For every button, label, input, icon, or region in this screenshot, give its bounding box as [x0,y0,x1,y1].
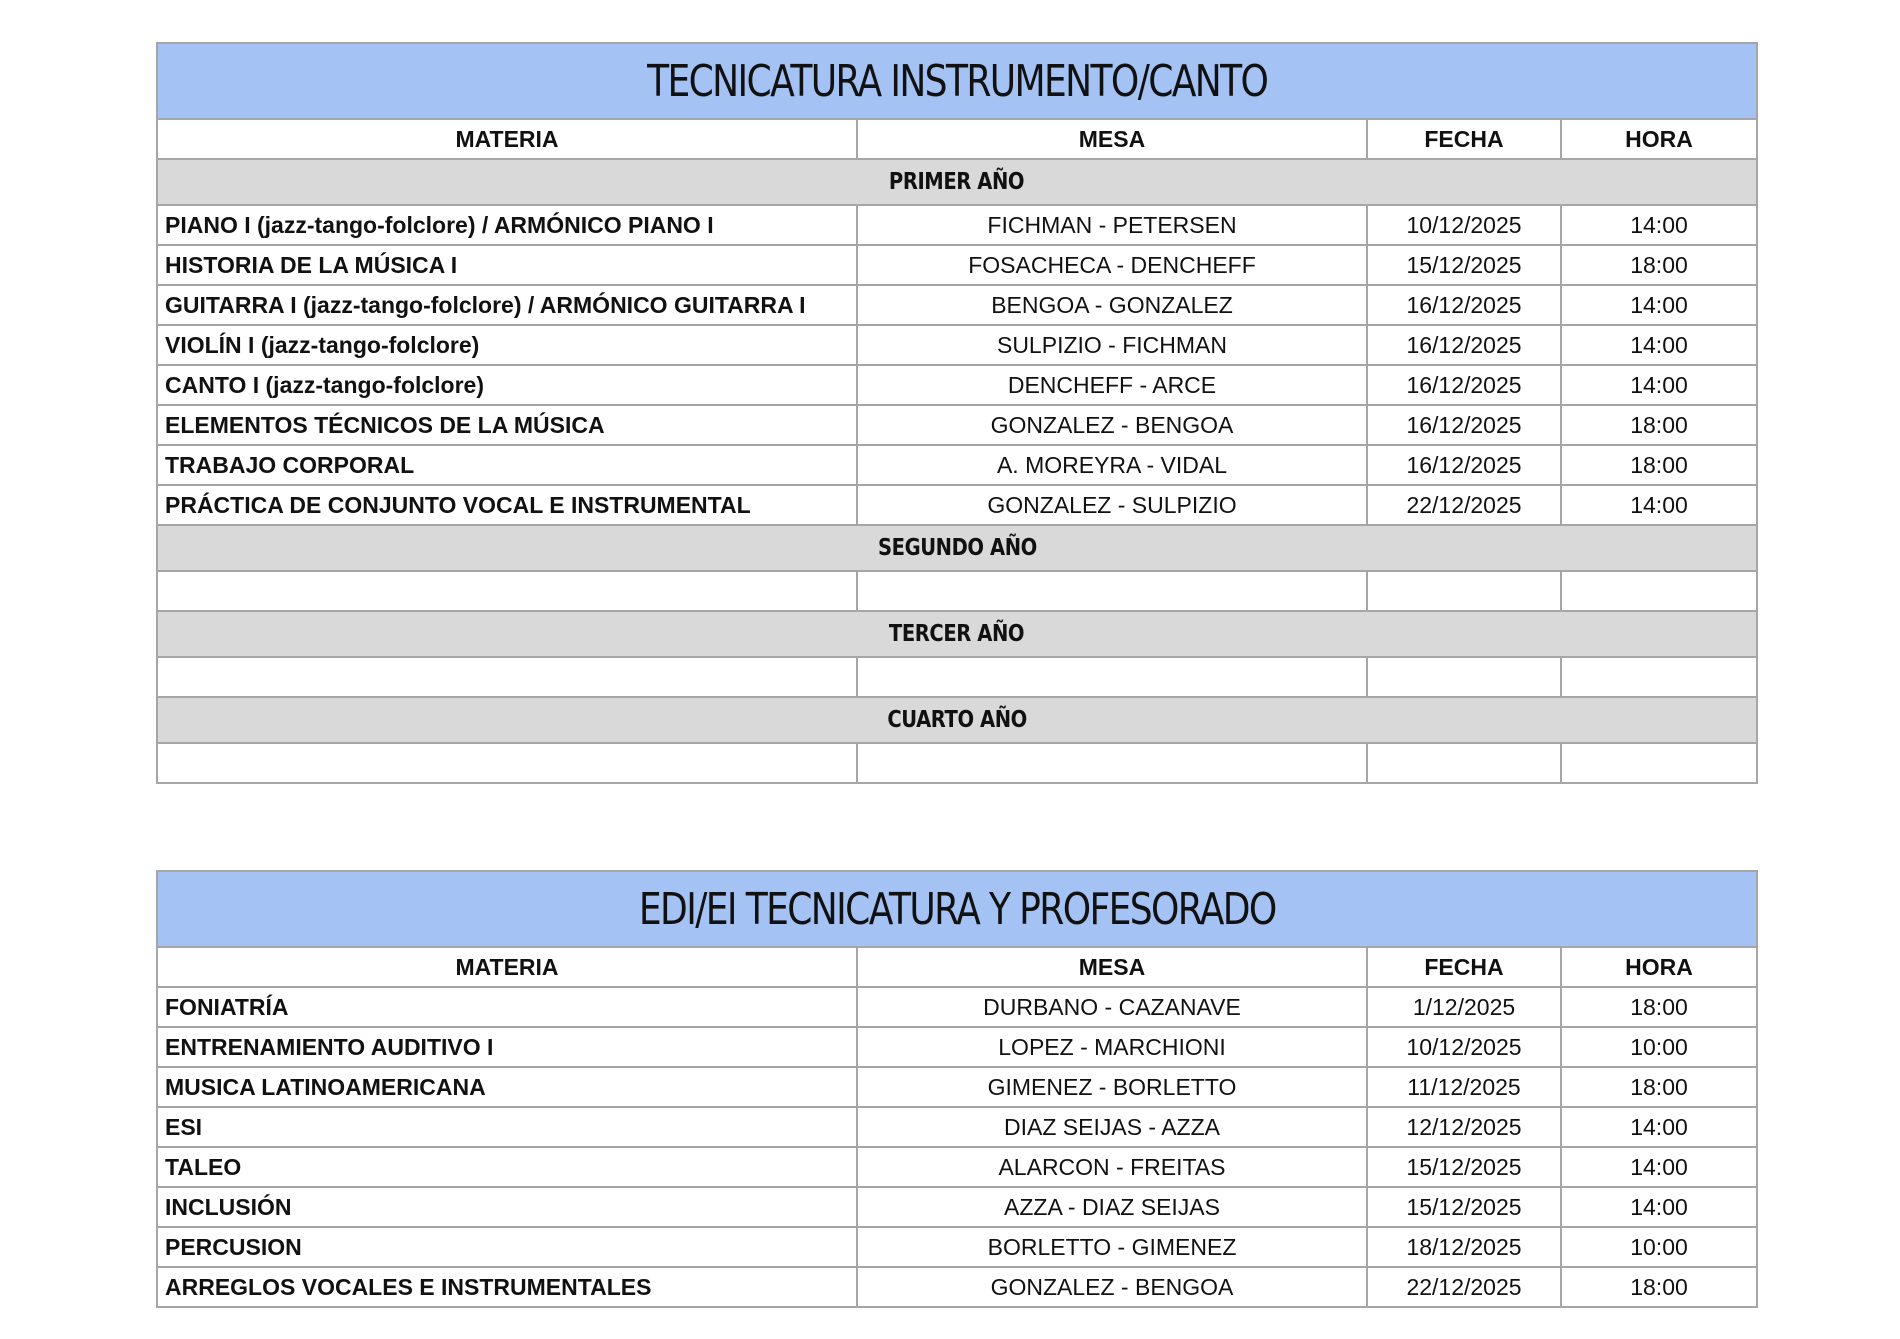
cell-fecha: 16/12/2025 [1367,325,1561,365]
cell-fecha: 15/12/2025 [1367,1147,1561,1187]
cell-materia: PRÁCTICA DE CONJUNTO VOCAL E INSTRUMENTAL [157,485,857,525]
table-row [157,987,1757,1027]
exam-table-tecnicatura [156,42,1758,784]
table-title: EDI/EI TECNICATURA Y PROFESORADO [638,883,1276,935]
cell-fecha: 12/12/2025 [1367,1107,1561,1147]
cell-mesa: GIMENEZ - BORLETTO [857,1067,1367,1107]
table-row [157,485,1757,525]
table-row [157,1267,1757,1307]
cell-mesa: BENGOA - GONZALEZ [857,285,1367,325]
table-row [157,1187,1757,1227]
cell-mesa: DIAZ SEIJAS - AZZA [857,1107,1367,1147]
cell-mesa: DURBANO - CAZANAVE [857,987,1367,1027]
cell-hora: 14:00 [1561,1147,1757,1187]
cell-hora: 10:00 [1561,1227,1757,1267]
cell-hora: 14:00 [1561,1187,1757,1227]
empty-cell [157,743,857,783]
cell-mesa: GONZALEZ - BENGOA [857,1267,1367,1307]
cell-fecha: 15/12/2025 [1367,1187,1561,1227]
cell-materia: FONIATRÍA [157,987,857,1027]
cell-hora: 14:00 [1561,205,1757,245]
section-label: CUARTO AÑO [887,707,1027,733]
cell-hora: 14:00 [1561,365,1757,405]
cell-hora: 18:00 [1561,1067,1757,1107]
section-label: TERCER AÑO [889,621,1025,647]
table-row [157,445,1757,485]
cell-materia: TRABAJO CORPORAL [157,445,857,485]
exam-table-edi-ei [156,870,1758,1308]
cell-materia: GUITARRA I (jazz-tango-folclore) / ARMÓNICO GUITARRA I [157,285,857,325]
table-row [157,1027,1757,1067]
cell-fecha: 1/12/2025 [1367,987,1561,1027]
cell-hora: 10:00 [1561,1027,1757,1067]
cell-hora: 18:00 [1561,405,1757,445]
table-row [157,1227,1757,1267]
empty-cell [1561,743,1757,783]
cell-mesa: GONZALEZ - SULPIZIO [857,485,1367,525]
cell-materia: TALEO [157,1147,857,1187]
table-title-row [157,871,1757,947]
cell-hora: 14:00 [1561,485,1757,525]
cell-fecha: 22/12/2025 [1367,1267,1561,1307]
cell-fecha: 10/12/2025 [1367,1027,1561,1067]
column-header-mesa: MESA [857,947,1367,987]
table-row [157,205,1757,245]
section-label: SEGUNDO AÑO [877,535,1037,561]
cell-mesa: GONZALEZ - BENGOA [857,405,1367,445]
empty-cell [857,571,1367,611]
column-header-materia: MATERIA [157,947,857,987]
table-row [157,285,1757,325]
cell-fecha: 16/12/2025 [1367,365,1561,405]
empty-cell [857,743,1367,783]
column-header-hora: HORA [1561,119,1757,159]
cell-mesa: A. MOREYRA - VIDAL [857,445,1367,485]
cell-mesa: FICHMAN - PETERSEN [857,205,1367,245]
header-row [157,119,1757,159]
cell-mesa: BORLETTO - GIMENEZ [857,1227,1367,1267]
cell-materia: INCLUSIÓN [157,1187,857,1227]
cell-materia: CANTO I (jazz-tango-folclore) [157,365,857,405]
table-row [157,1067,1757,1107]
cell-fecha: 15/12/2025 [1367,245,1561,285]
cell-mesa: FOSACHECA - DENCHEFF [857,245,1367,285]
empty-cell [1561,571,1757,611]
table-title-row [157,43,1757,119]
cell-fecha: 16/12/2025 [1367,445,1561,485]
cell-materia: ARREGLOS VOCALES E INSTRUMENTALES [157,1267,857,1307]
empty-cell [1367,743,1561,783]
cell-hora: 18:00 [1561,1267,1757,1307]
section-row-primer-ano [157,159,1757,205]
empty-cell [157,657,857,697]
cell-mesa: SULPIZIO - FICHMAN [857,325,1367,365]
cell-materia: VIOLÍN I (jazz-tango-folclore) [157,325,857,365]
table-row [157,1107,1757,1147]
empty-row [157,743,1757,783]
empty-row [157,571,1757,611]
section-row-cuarto-ano [157,697,1757,743]
cell-materia: HISTORIA DE LA MÚSICA I [157,245,857,285]
cell-mesa: LOPEZ - MARCHIONI [857,1027,1367,1067]
cell-materia: ELEMENTOS TÉCNICOS DE LA MÚSICA [157,405,857,445]
header-row [157,947,1757,987]
section-row-tercer-ano [157,611,1757,657]
empty-cell [857,657,1367,697]
empty-row [157,657,1757,697]
cell-hora: 14:00 [1561,285,1757,325]
cell-fecha: 22/12/2025 [1367,485,1561,525]
cell-mesa: ALARCON - FREITAS [857,1147,1367,1187]
table-row [157,405,1757,445]
cell-hora: 18:00 [1561,445,1757,485]
section-label: PRIMER AÑO [889,169,1025,195]
cell-fecha: 11/12/2025 [1367,1067,1561,1107]
column-header-mesa: MESA [857,119,1367,159]
empty-cell [157,571,857,611]
cell-materia: PERCUSION [157,1227,857,1267]
empty-cell [1367,657,1561,697]
cell-materia: ESI [157,1107,857,1147]
empty-cell [1561,657,1757,697]
cell-fecha: 18/12/2025 [1367,1227,1561,1267]
column-header-fecha: FECHA [1367,947,1561,987]
cell-hora: 14:00 [1561,325,1757,365]
table-row [157,365,1757,405]
cell-fecha: 10/12/2025 [1367,205,1561,245]
empty-cell [1367,571,1561,611]
table-row [157,325,1757,365]
cell-fecha: 16/12/2025 [1367,405,1561,445]
section-row-segundo-ano [157,525,1757,571]
column-header-hora: HORA [1561,947,1757,987]
cell-hora: 14:00 [1561,1107,1757,1147]
column-header-fecha: FECHA [1367,119,1561,159]
cell-mesa: DENCHEFF - ARCE [857,365,1367,405]
column-header-materia: MATERIA [157,119,857,159]
cell-materia: ENTRENAMIENTO AUDITIVO I [157,1027,857,1067]
cell-hora: 18:00 [1561,245,1757,285]
cell-mesa: AZZA - DIAZ SEIJAS [857,1187,1367,1227]
cell-hora: 18:00 [1561,987,1757,1027]
cell-materia: PIANO I (jazz-tango-folclore) / ARMÓNICO PIANO I [157,205,857,245]
table-row [157,245,1757,285]
table-title: TECNICATURA INSTRUMENTO/CANTO [646,55,1268,107]
table-row [157,1147,1757,1187]
cell-fecha: 16/12/2025 [1367,285,1561,325]
cell-materia: MUSICA LATINOAMERICANA [157,1067,857,1107]
